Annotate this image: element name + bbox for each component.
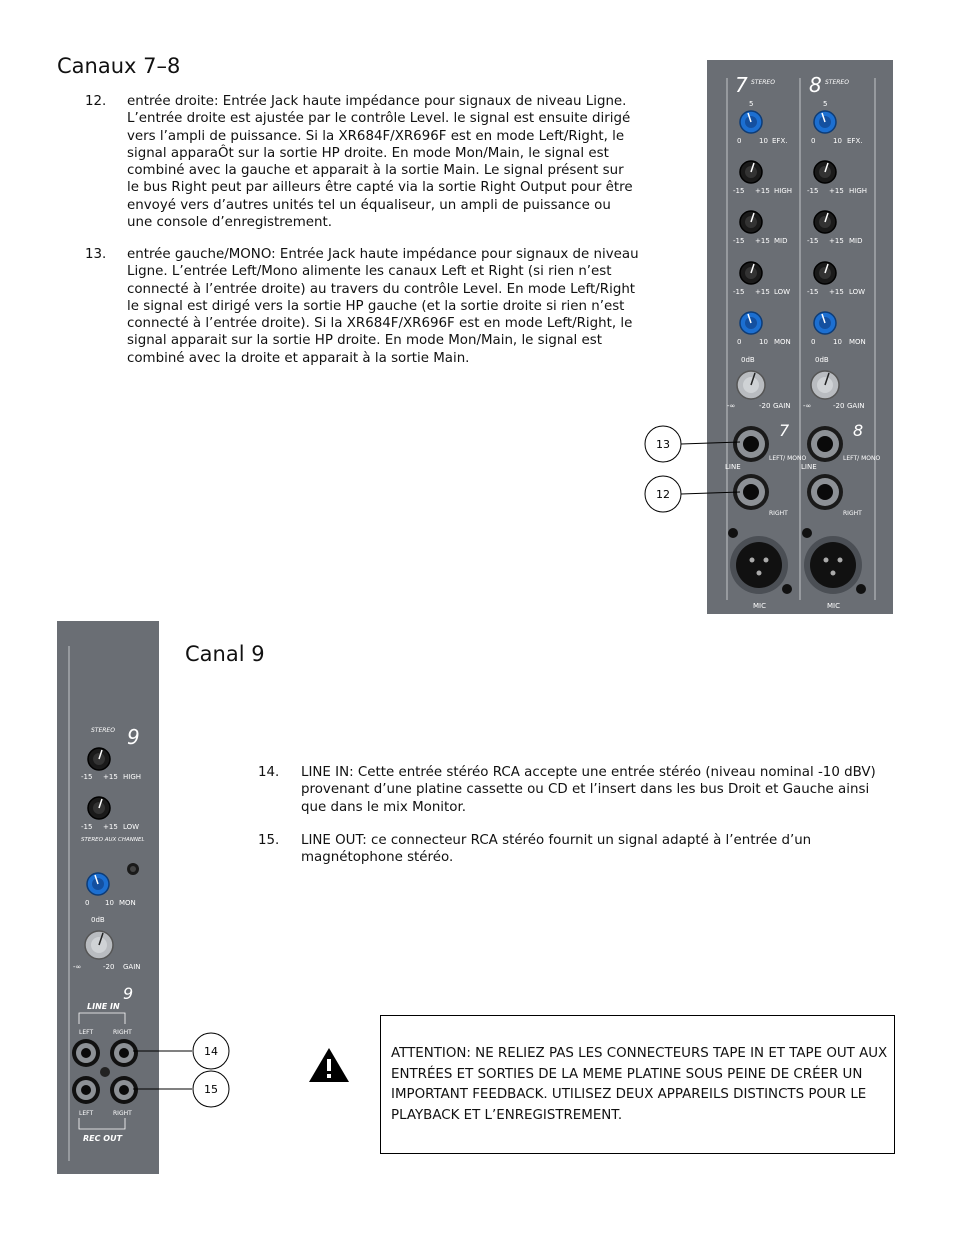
ch7-jack-number: 7 <box>779 421 790 440</box>
ch8-high-max: +15 <box>829 187 844 195</box>
ch8-mid-label: MID <box>849 237 863 245</box>
ch7-gain-0db: 0dB <box>741 356 755 364</box>
ch9-gain-inf: -∞ <box>73 963 82 971</box>
ch9-mon-knob <box>87 873 109 895</box>
ch8-efx-scale-10: 10 <box>833 137 842 145</box>
ch9-low-label: LOW <box>123 823 140 831</box>
ch8-low-label: LOW <box>849 288 866 296</box>
ch9-gain-minus20: -20 <box>103 963 115 971</box>
ch9-aux-led <box>127 863 139 875</box>
ch8-gain-inf: -∞ <box>803 402 812 410</box>
ch8-high-min: -15 <box>807 187 819 195</box>
ch8-left-mono-jack <box>807 426 843 462</box>
ch7-efx-knob <box>740 111 762 133</box>
ch9-gain-label: GAIN <box>123 963 141 971</box>
ch8-gain-minus20: -20 <box>833 402 845 410</box>
ch9-high-label: HIGH <box>123 773 142 781</box>
ch8-efx-scale-5: 5 <box>823 100 828 108</box>
ch8-mon-scale-10: 10 <box>833 338 842 346</box>
channel-8-number: 8 <box>809 73 822 97</box>
ch9-rec-out-right: RIGHT <box>113 1110 132 1117</box>
ch8-mon-scale-0: 0 <box>811 338 816 346</box>
ch9-high-min: -15 <box>81 773 93 781</box>
ch7-mon-scale-0: 0 <box>737 338 742 346</box>
ch7-gain-label: GAIN <box>773 402 791 410</box>
ch9-line-in-left-rca <box>72 1039 100 1067</box>
channel-7-stereo-label: STEREO <box>751 79 775 86</box>
ch9-line-in-label: LINE IN <box>87 1002 120 1011</box>
ch7-mic-label: MIC <box>753 602 766 610</box>
item-text: entrée gauche/MONO: Entrée Jack haute impédance pour signaux de niveau Ligne. L’entrée Left/Mono alimente les canaux Left et Right (si rien n’est connecté à l’entrée droite) au travers du contrôle Level. En mode Left/Right le signal est dirigé vers la sortie HP gauche (et la sortie droite si rien n’est connecté à l’entrée droite). Si la XR684F/XR696F est en mode Left/Right, le signal apparait sur la sortie HP droite. En mode Mon/Main, le signal est combiné avec la droite et apparait à la sortie Main. <box>127 247 639 366</box>
item-number: 14. <box>258 765 280 780</box>
ch7-high-knob <box>740 161 762 183</box>
ch8-low-min: -15 <box>807 288 819 296</box>
ch7-high-max: +15 <box>755 187 770 195</box>
channel-8-stereo-label: STEREO <box>825 79 849 86</box>
ch9-gain-knob <box>85 931 113 959</box>
warning-box <box>380 1015 895 1154</box>
callout-14: 14 <box>204 1045 218 1058</box>
ch8-mon-knob <box>814 312 836 334</box>
ch9-gain-0db: 0dB <box>91 916 105 924</box>
ch8-high-knob <box>814 161 836 183</box>
ch7-efx-scale-5: 5 <box>749 100 754 108</box>
ch7-mid-max: +15 <box>755 237 770 245</box>
ch7-high-min: -15 <box>733 187 745 195</box>
ch9-mon-scale-0: 0 <box>85 899 90 907</box>
list-item-12 <box>85 93 645 233</box>
callout-12: 12 <box>656 488 670 501</box>
ch9-stereo-label: STEREO <box>91 727 115 734</box>
ch7-mon-knob <box>740 312 762 334</box>
ch9-screw <box>100 1067 110 1077</box>
ch8-efx-label: EFX. <box>847 137 863 145</box>
ch8-jack-number: 8 <box>853 421 864 440</box>
ch8-mon-label: MON <box>849 338 866 346</box>
ch7-mid-knob <box>740 211 762 233</box>
callout-15: 15 <box>204 1083 218 1096</box>
ch9-aux-label: STEREO AUX CHANNEL <box>81 837 145 843</box>
ch7-efx-scale-0: 0 <box>737 137 742 145</box>
ch9-mon-label: MON <box>119 899 136 907</box>
ch7-low-label: LOW <box>774 288 791 296</box>
item-number: 15. <box>258 833 280 848</box>
ch8-line-label: LINE <box>801 463 817 471</box>
ch8-right-label: RIGHT <box>843 510 862 517</box>
ch7-gain-knob <box>737 371 765 399</box>
ch9-line-in-left: LEFT <box>79 1029 94 1036</box>
ch9-rec-out-left-rca <box>72 1076 100 1104</box>
ch7-mon-scale-10: 10 <box>759 338 768 346</box>
ch7-mon-label: MON <box>774 338 791 346</box>
ch9-mon-scale-10: 10 <box>105 899 114 907</box>
ch8-low-max: +15 <box>829 288 844 296</box>
list-item-14 <box>258 764 898 819</box>
ch7-low-min: -15 <box>733 288 745 296</box>
ch7-efx-label: EFX. <box>772 137 788 145</box>
ch8-right-jack <box>807 474 843 510</box>
item-text: entrée droite: Entrée Jack haute impédance pour signaux de niveau Ligne. L’entrée droite est ajustée par le contrôle Level. le signal est ensuite dirigé vers l’ampli de puissance. Si la XR684F/XR696F est en mode Left/Right, le signal apparaÔt sur la sortie HP droite. En mode Mon/Main, le signal est combiné avec la gauche et apparait à la sortie Main. Le signal présent sur le bus Right peut par ailleurs être capté via la sortie Right Output pour être envoyé vers d’autres unités tel un équaliseur, un ampli de puissance ou une console d’enregistrement. <box>127 94 633 231</box>
ch9-number: 9 <box>127 725 140 749</box>
ch8-efx-scale-0: 0 <box>811 137 816 145</box>
ch8-mid-min: -15 <box>807 237 819 245</box>
ch8-gain-0db: 0dB <box>815 356 829 364</box>
ch9-high-knob <box>88 748 110 770</box>
ch9-line-in-right: RIGHT <box>113 1029 132 1036</box>
ch9-rec-out-label: REC OUT <box>83 1134 123 1143</box>
ch8-low-knob <box>814 262 836 284</box>
ch7-line-label: LINE <box>725 463 741 471</box>
ch7-left-mono-label: LEFT/ MONO <box>769 455 807 462</box>
callout-lines-top <box>640 420 760 520</box>
item-number: 12. <box>85 94 107 109</box>
ch8-gain-label: GAIN <box>847 402 865 410</box>
ch8-left-mono-label: LEFT/ MONO <box>843 455 881 462</box>
warning-triangle-icon <box>307 1046 351 1084</box>
callout-13: 13 <box>656 438 670 451</box>
ch8-efx-knob <box>814 111 836 133</box>
ch8-mic-label: MIC <box>827 602 840 610</box>
ch8-high-label: HIGH <box>849 187 868 195</box>
ch7-mid-min: -15 <box>733 237 745 245</box>
ch7-gain-inf: -∞ <box>727 402 736 410</box>
ch7-efx-scale-10: 10 <box>759 137 768 145</box>
ch7-high-label: HIGH <box>774 187 793 195</box>
channel-7-number: 7 <box>735 73 748 97</box>
warning-text: ATTENTION: NE RELIEZ PAS LES CONNECTEURS TAPE IN ET TAPE OUT AUX ENTRÉES ET SORTIES DE LA MEME PLATINE SOUS PEINE DE CRÉER UN IMPORTANT FEEDBACK. UTILISEZ DEUX APPAREILS DISTINCTS POUR LE PLAYBACK ET L’ENREGISTREMENT. <box>391 1046 888 1123</box>
channels-7-8-panel <box>707 60 893 614</box>
ch8-mid-knob <box>814 211 836 233</box>
item-text: LINE OUT: ce connecteur RCA stéréo fournit un signal adapté à l’entrée d’un magnétophone stéréo. <box>301 833 812 866</box>
ch7-low-knob <box>740 262 762 284</box>
list-item-15 <box>258 832 898 872</box>
ch7-right-label: RIGHT <box>769 510 788 517</box>
ch9-rec-out-left: LEFT <box>79 1110 94 1117</box>
ch9-high-max: +15 <box>103 773 118 781</box>
list-item-13 <box>85 246 645 371</box>
ch8-gain-knob <box>811 371 839 399</box>
ch9-io-number: 9 <box>123 984 134 1003</box>
ch7-low-max: +15 <box>755 288 770 296</box>
ch9-low-knob <box>88 797 110 819</box>
callout-lines-bottom <box>125 1028 235 1113</box>
ch8-mid-max: +15 <box>829 237 844 245</box>
item-text: LINE IN: Cette entrée stéréo RCA accepte une entrée stéréo (niveau nominal -10 dBV) provenant d’une platine cassette ou CD et l’insert dans les bus Droit et Gauche ainsi que dans le mix Monitor. <box>301 765 876 815</box>
section-title-7-8: Canaux 7–8 <box>57 54 181 78</box>
ch9-low-min: -15 <box>81 823 93 831</box>
ch9-low-max: +15 <box>103 823 118 831</box>
item-number: 13. <box>85 247 107 262</box>
section-title-9: Canal 9 <box>185 642 265 666</box>
ch7-gain-minus20: -20 <box>759 402 771 410</box>
ch7-mid-label: MID <box>774 237 788 245</box>
